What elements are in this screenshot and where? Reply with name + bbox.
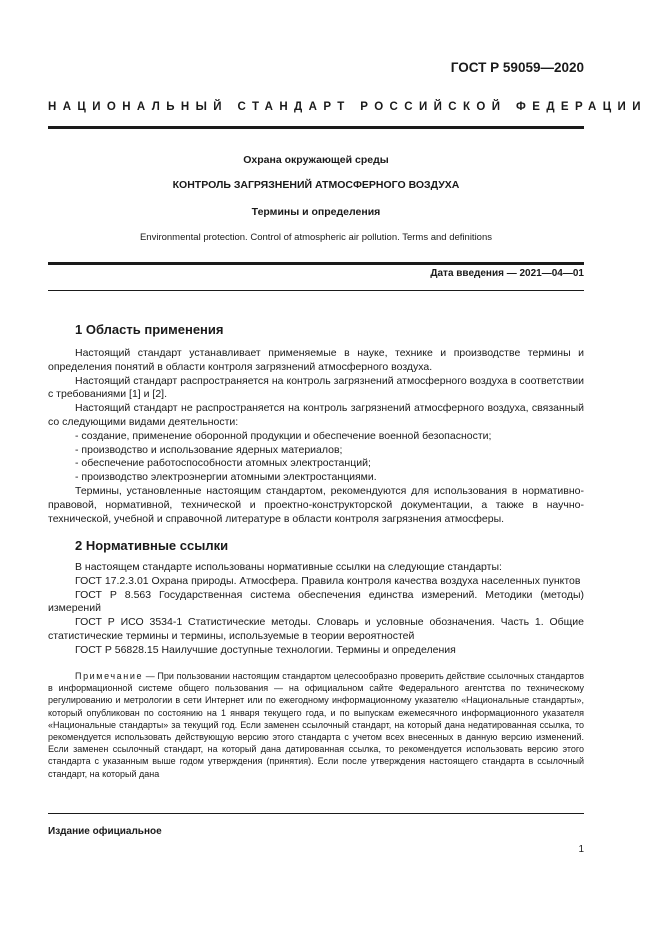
list-item: - производство электроэнергии атомными электростанциями. [75,471,377,484]
page-number: 1 [578,844,584,855]
reference-item: ГОСТ 17.2.3.01 Охрана природы. Атмосфера. Правила контроля качества воздуха населенных пунктов [75,574,581,587]
note-label: Примечание [75,671,144,681]
title-divider [48,262,584,265]
list-item: - создание, применение оборонной продукции и обеспечение военной безопасности; [75,429,492,442]
section-heading-scope: 1 Область применения [75,322,224,337]
section-references-body [48,561,584,658]
paragraph: Термины, установленные настоящим стандартом, рекомендуются для использования в нормативно-правовой, нормативной, технической и проектно-конструкторской документации, а также в научно-технической, учебной и справочной литературе в области контроля загрязнения атмосферы. [48,484,584,525]
official-edition-label: Издание официальное [48,826,162,837]
paragraph: Настоящий стандарт не распространяется на контроль загрязнений атмосферного воздуха, связанный со следующими видами деятельности: [48,402,584,428]
note-paragraph [48,670,584,780]
english-title: Environmental protection. Control of atmospheric air pollution. Terms and definitions [139,232,493,243]
note-text: — При пользовании настоящим стандартом целесообразно проверить действие ссылочных стандартов в информационной системе общего пользования — на официальном сайте Федерального агентства по техническому регулированию и метрологии в сети Интернет или по ежегодному информационному указателю «Национальные стандарты», который опубликован по состоянию на 1 января текущего года, и по выпускам ежемесячного информационного указателя «Национальные стандарты» за текущий год. Если заменен ссылочный стандарт, на который дана недатированная ссылка, то рекомендуется использовать действующую версию этого стандарта с учетом всех внесенных в данную версию изменений. Если заменен ссылочный стандарт, на который дана датированная ссылка, то рекомендуется использовать версию этого стандарта с указанным выше годом утверждения (принятия). Если после утверждения настоящего стандарта в ссылочный стандарт, на который дана [48,671,584,779]
date-divider [48,290,584,291]
section-scope-body [48,347,584,526]
reference-item: ГОСТ Р ИСО 3534-1 Статистические методы. Словарь и условные обозначения. Часть 1. Общие статистические термины и термины, используемые в теории вероятностей [48,616,584,642]
gost-code: ГОСТ Р 59059—2020 [450,60,584,75]
header-divider [48,126,584,129]
footer-divider [48,813,584,814]
note-block [48,670,584,780]
national-standard-banner: НАЦИОНАЛЬНЫЙ СТАНДАРТ РОССИЙСКОЙ ФЕДЕРАЦИИ [48,101,647,113]
document-title: КОНТРОЛЬ ЗАГРЯЗНЕНИЙ АТМОСФЕРНОГО ВОЗДУХА [172,179,460,191]
paragraph: Настоящий стандарт распространяется на контроль загрязнений атмосферного воздуха в соответствии с требованиями [1] и [2]. [48,374,584,401]
paragraph: В настоящем стандарте использованы нормативные ссылки на следующие стандарты: [75,561,502,573]
paragraph: Настоящий стандарт устанавливает применяемые в науке, технике и производстве термины и определения понятий в области контроля загрязнений атмосферного воздуха. [48,347,584,373]
reference-item: ГОСТ Р 8.563 Государственная система обеспечения единства измерений. Методики (методы) измерений [48,588,584,615]
reference-item: ГОСТ Р 56828.15 Наилучшие доступные технологии. Термины и определения [75,643,456,656]
date-of-introduction: Дата введения — 2021—04—01 [430,268,584,279]
document-subtitle: Охрана окружающей среды [243,154,389,166]
document-title-terms: Термины и определения [251,206,381,218]
list-item: - обеспечение работоспособности атомных электростанций; [75,457,371,470]
section-heading-references: 2 Нормативные ссылки [75,538,229,553]
list-item: - производство и использование ядерных материалов; [75,443,343,456]
